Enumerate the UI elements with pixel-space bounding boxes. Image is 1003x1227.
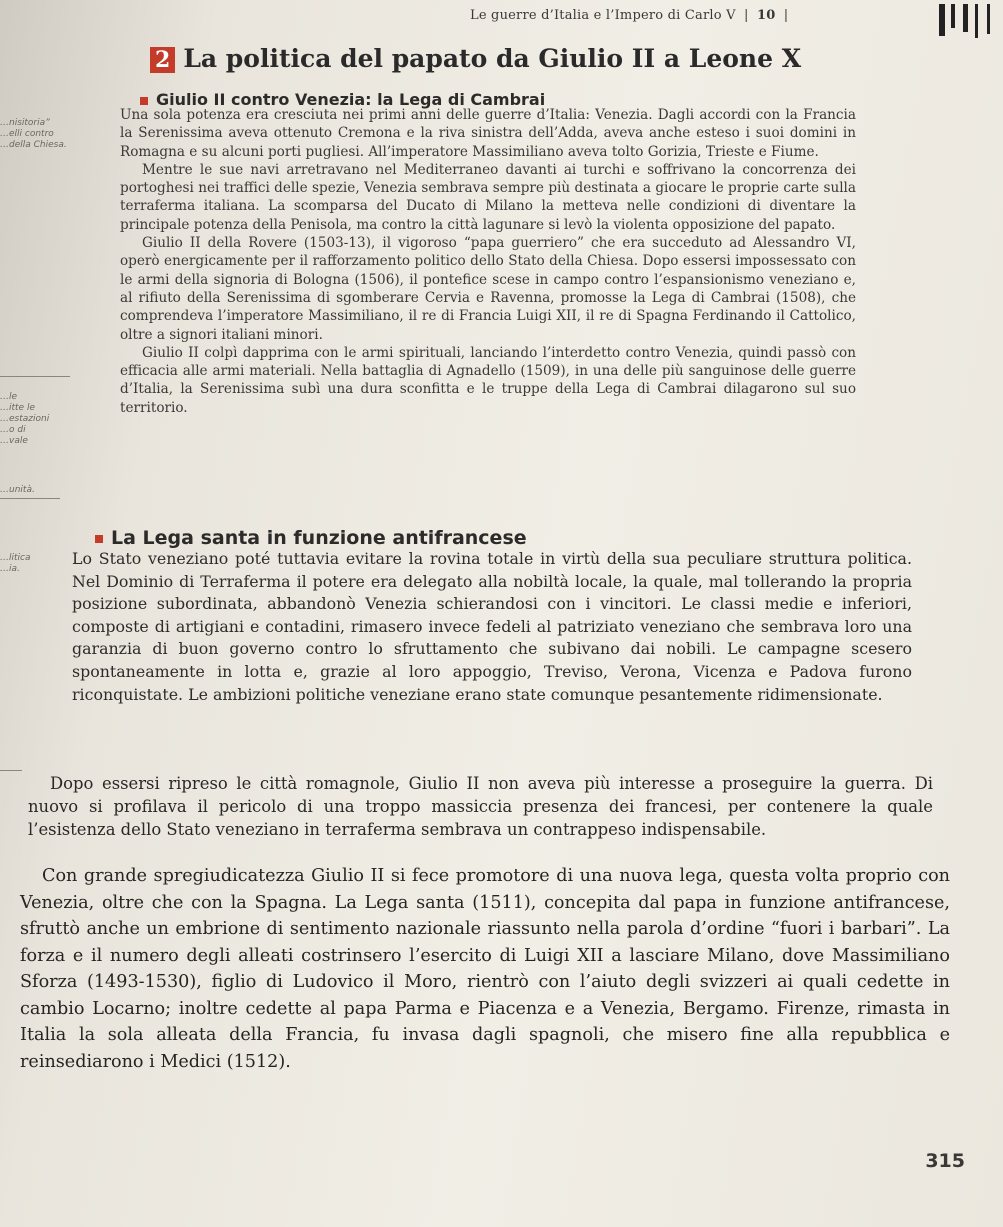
- margin-note: …nisitoria” …elli contro …della Chiesa.: [0, 118, 67, 150]
- page-tab-markers: [935, 4, 995, 44]
- running-title: Le guerre d’Italia e l’Impero di Carlo V: [470, 8, 736, 23]
- subsection-2-body-part-1: [72, 548, 912, 706]
- paragraph: Dopo essersi ripreso le città romagnole, Giulio II non aveva più interesse a proseguire la guerra. Di nuovo si profilava il pericolo di una troppo massiccia presenza dei francesi, per contenere la quale l’esistenza dello Stato veneziano in terraferma sembrava un contrappeso indispensabile.: [28, 774, 933, 839]
- paragraph: Lo Stato veneziano poté tuttavia evitare la rovina totale in virtù della sua peculiare struttura politica. Nel Dominio di Terraferma il potere era delegato alla nobiltà locale, la quale, mal tollerando la propria posizione subordinata, abbandonò Venezia schierandosi con i vincitori. Le classi medie e inferiori, composte di artigiani e contadini, rimasero invece fedeli al patriziato veneziano che sembrava loro una garanzia di buon governo contro lo sfruttamento che subivano dai nobili. Le campagne scesero spontaneamente in lotta e, grazie al loro appoggio, Treviso, Verona, Vicenza e Padova furono riconquistate. Le ambizioni politiche veneziane erano state comunque pesantemente ridimensionate.: [72, 549, 912, 704]
- margin-divider: [0, 376, 70, 377]
- paragraph: Giulio II della Rovere (1503-13), il vigoroso “papa guerriero” che era succeduto ad Alessandro VI, operò energicamente per il rafforzamento politico dello Stato della Chiesa. Dopo essersi impossessato con le armi della signoria di Bologna (1506), il pontefice scese in campo contro l’espansionismo veneziano e, al rifiuto della Serenissima di sgomberare Cervia e Ravenna, promosse la Lega di Cambrai (1508), che comprendeva l’imperatore Massimiliano, il re di Francia Luigi XII, il re di Spagna Ferdinando il Cattolico, oltre a signori italiani minori.: [120, 235, 856, 343]
- header-separator: |: [744, 8, 749, 23]
- subsection-2-body-part-2: [28, 772, 933, 841]
- paragraph: Con grande spregiudicatezza Giulio II si fece promotore di una nuova lega, questa volta proprio con Venezia, oltre che con la Spagna. La Lega santa (1511), concepita dal papa in funzione antifrancese, sfruttò anche un embrione di sentimento nazionale riassunto nella parola d’ordine “fuori i barbari”. La forza e il numero degli alleati costrinsero l’esercito di Luigi XII a lasciare Milano, dove Massimiliano Sforza (1493-1530), figlio di Ludovico il Moro, rientrò con l’aiuto degli svizzeri ai quali cedette in cambio Locarno; inoltre cedette al papa Parma e Piacenza e a Venezia, Bergamo. Firenze, rimasta in Italia la sola alleata della Francia, fu invasa dagli spagnoli, che misero fine alla repubblica e reinsediarono i Medici (1512).: [20, 866, 950, 1072]
- section-title: [150, 44, 801, 73]
- subsection-1-body: [120, 106, 856, 417]
- margin-divider: [0, 770, 22, 771]
- heading-square-icon: [95, 535, 103, 543]
- page-number: 315: [925, 1150, 965, 1172]
- header-separator-2: |: [783, 8, 789, 23]
- margin-note: …unità.: [0, 485, 35, 495]
- margin-divider: [0, 498, 60, 499]
- heading-square-icon: [140, 97, 148, 105]
- paragraph: Una sola potenza era cresciuta nei primi anni delle guerre d’Italia: Venezia. Dagli accordi con la Francia la Serenissima aveva ottenuto Cremona e la riva sinistra dell’Adda, aveva anche esteso i suoi domini in Romagna e su alcuni porti pugliesi. All’imperatore Massimiliano aveva tolto Gorizia, Trieste e Fiume.: [120, 107, 856, 160]
- subsection-heading-1-text: Giulio II contro Venezia: la Lega di Cambrai: [156, 90, 546, 109]
- running-header: [470, 8, 792, 23]
- subsection-heading-2: [95, 527, 527, 549]
- margin-note: …litica …ia.: [0, 553, 31, 574]
- margin-note: …le …itte le …estazioni …o di …vale: [0, 392, 50, 446]
- section-title-text: La politica del papato da Giulio II a Leone X: [183, 44, 802, 73]
- chapter-number: 10: [756, 8, 776, 23]
- paragraph: Giulio II colpì dapprima con le armi spirituali, lanciando l’interdetto contro Venezia, quindi passò con efficacia alle armi materiali. Nella battaglia di Agnadello (1509), in una delle più sanguinose delle guerre d’Italia, la Serenissima subì una dura sconfitta e le truppe della Lega di Cambrai dilagarono sul suo territorio.: [120, 344, 856, 416]
- subsection-2-body-part-3: [20, 863, 950, 1075]
- paragraph: Mentre le sue navi arretravano nel Mediterraneo davanti ai turchi e soffrivano la concorrenza dei portoghesi nei traffici delle spezie, Venezia sembrava sempre più destinata a giocare le proprie carte sulla terraferma italiana. La scomparsa del Ducato di Milano la metteva nelle condizioni di diventare la principale potenza della Penisola, ma contro la città lagunare si levò la violenta opposizione del papato.: [120, 161, 856, 233]
- subsection-heading-2-text: La Lega santa in funzione antifrancese: [111, 527, 527, 549]
- section-number: 2: [150, 47, 175, 73]
